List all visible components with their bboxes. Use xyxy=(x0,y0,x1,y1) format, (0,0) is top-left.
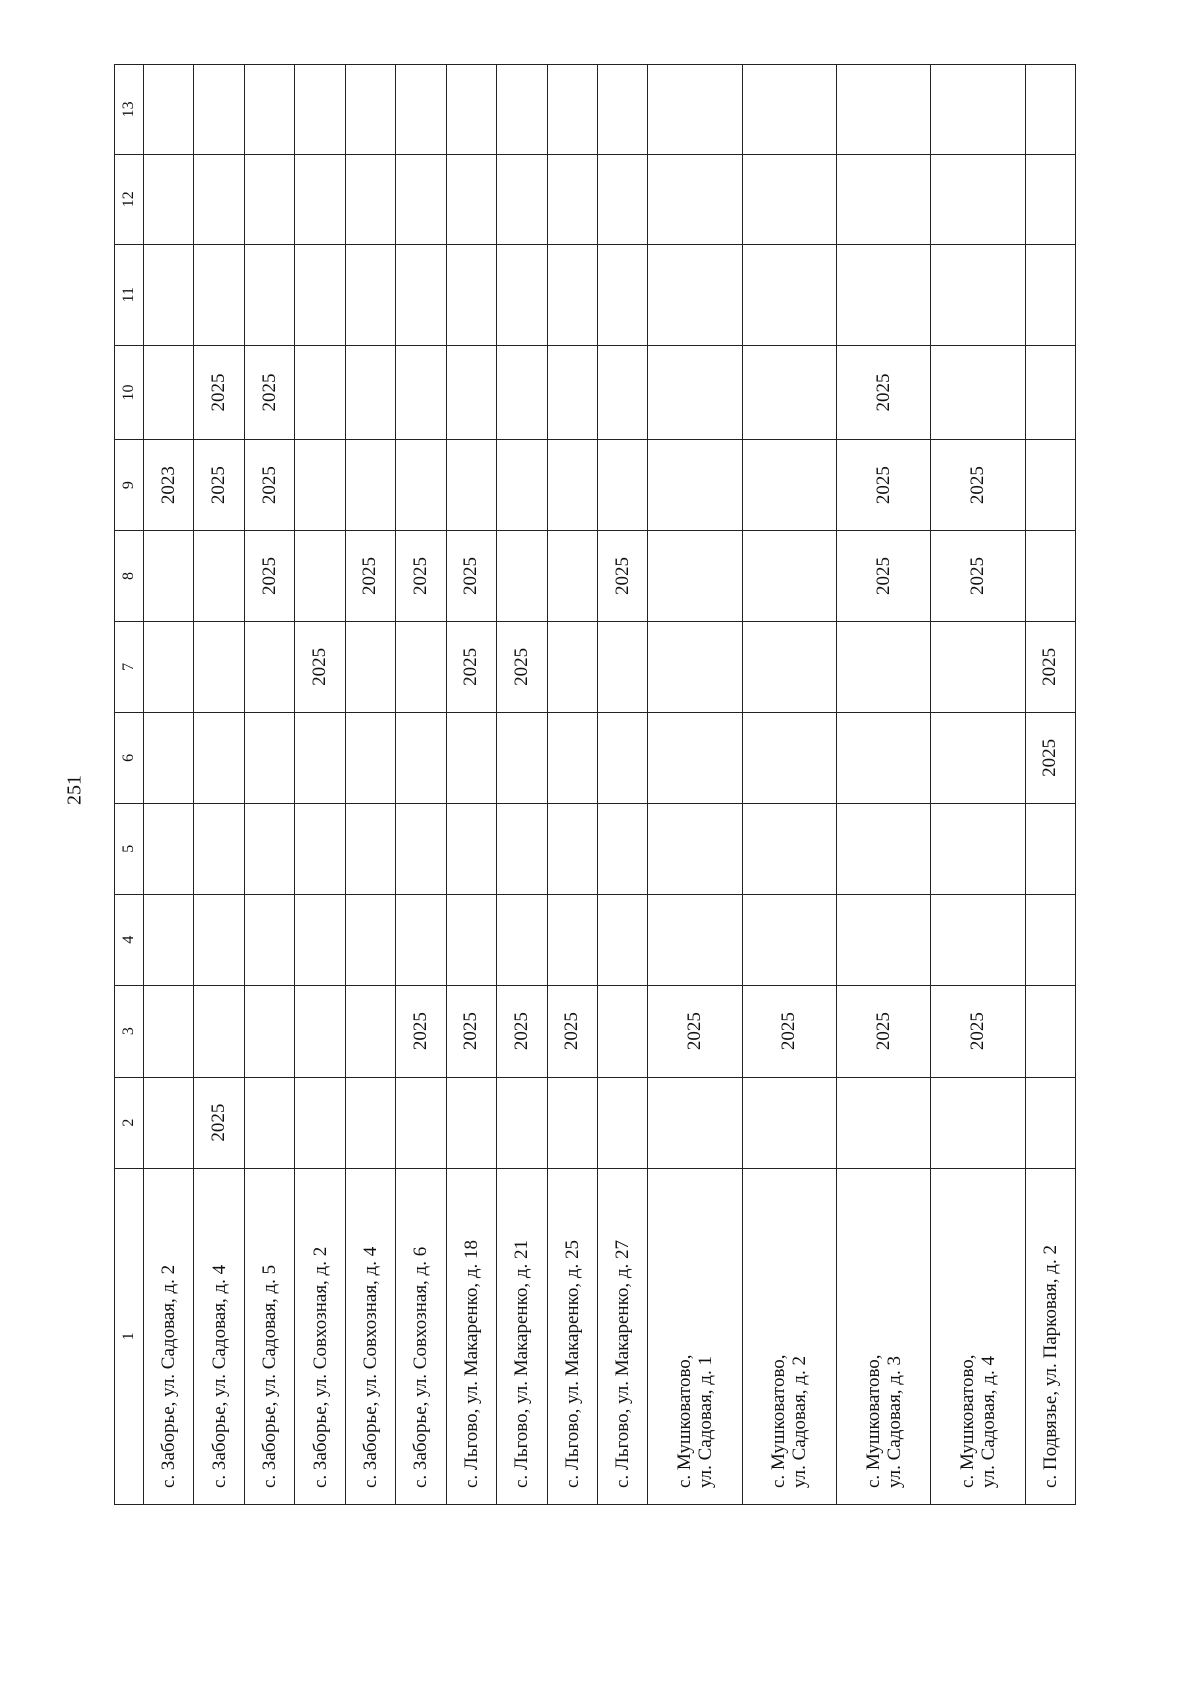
value-cell xyxy=(931,345,1025,439)
value-cell xyxy=(742,531,836,622)
value-cell xyxy=(497,803,547,894)
value-cell xyxy=(295,803,345,894)
value-cell xyxy=(345,1077,395,1168)
value-cell xyxy=(836,244,930,345)
value-cell xyxy=(446,65,496,155)
table-row xyxy=(742,65,836,1505)
value-cell xyxy=(547,531,597,622)
value-cell xyxy=(345,440,395,531)
value-cell xyxy=(836,712,930,803)
value-cell xyxy=(648,803,742,894)
value-cell: 2025 xyxy=(597,531,647,622)
address-line: с. Заборье, ул. Садовая, д. 2 xyxy=(158,1264,180,1488)
value-cell xyxy=(497,65,547,155)
value-cell xyxy=(648,345,742,439)
value-cell: 2025 xyxy=(1025,621,1076,712)
value-cell xyxy=(742,440,836,531)
value-cell: 2025 xyxy=(1025,712,1076,803)
address-cell xyxy=(345,1168,395,1504)
value-cell xyxy=(1025,65,1076,155)
value-cell xyxy=(295,712,345,803)
value-cell xyxy=(547,1077,597,1168)
address-line: ул. Садовая, д. 2 xyxy=(789,1356,811,1488)
value-cell xyxy=(597,712,647,803)
value-cell xyxy=(345,244,395,345)
value-cell xyxy=(446,244,496,345)
value-cell xyxy=(648,154,742,244)
address-cell xyxy=(836,1168,930,1504)
address-line: с. Заборье, ул. Садовая, д. 5 xyxy=(259,1264,281,1488)
address-line: с. Мушковатово, xyxy=(768,1354,790,1488)
address-cell xyxy=(742,1168,836,1504)
column-header: 8 xyxy=(115,531,144,622)
value-cell xyxy=(1025,531,1076,622)
value-cell xyxy=(345,985,395,1077)
value-cell xyxy=(345,345,395,439)
value-cell xyxy=(194,244,244,345)
address-line: с. Мушковатово, xyxy=(956,1354,978,1488)
value-cell: 2025 xyxy=(836,345,930,439)
value-cell xyxy=(597,244,647,345)
address-line: с. Заборье, ул. Совхозная, д. 6 xyxy=(410,1246,432,1488)
value-cell xyxy=(244,803,294,894)
value-cell xyxy=(396,345,446,439)
value-cell xyxy=(547,894,597,985)
value-cell xyxy=(648,440,742,531)
value-cell: 2025 xyxy=(244,531,294,622)
header-row xyxy=(115,65,144,1505)
address-line: с. Заборье, ул. Совхозная, д. 2 xyxy=(309,1246,331,1488)
value-cell xyxy=(244,244,294,345)
value-cell xyxy=(446,1077,496,1168)
address-line: с. Мушковатово, xyxy=(862,1354,884,1488)
value-cell xyxy=(295,154,345,244)
table-row xyxy=(396,65,446,1505)
value-cell: 2025 xyxy=(836,985,930,1077)
address-line: с. Мушковатово, xyxy=(674,1354,696,1488)
value-cell xyxy=(144,803,194,894)
address-cell xyxy=(396,1168,446,1504)
address-line: с. Подвязье, ул. Парковая, д. 2 xyxy=(1039,1245,1061,1488)
address-cell xyxy=(597,1168,647,1504)
value-cell xyxy=(742,65,836,155)
table-body xyxy=(115,65,1076,1505)
value-cell xyxy=(931,621,1025,712)
value-cell xyxy=(547,621,597,712)
value-cell xyxy=(144,985,194,1077)
value-cell xyxy=(931,712,1025,803)
value-cell xyxy=(144,65,194,155)
value-cell xyxy=(194,985,244,1077)
address-line: ул. Садовая, д. 1 xyxy=(695,1356,717,1488)
value-cell xyxy=(345,894,395,985)
value-cell xyxy=(345,154,395,244)
value-cell xyxy=(396,440,446,531)
value-cell xyxy=(396,712,446,803)
value-cell xyxy=(295,345,345,439)
table-row xyxy=(1025,65,1076,1505)
value-cell: 2025 xyxy=(345,531,395,622)
table-row xyxy=(497,65,547,1505)
value-cell xyxy=(1025,1077,1076,1168)
address-line: с. Заборье, ул. Садовая, д. 4 xyxy=(208,1264,230,1488)
column-header: 13 xyxy=(115,65,144,155)
value-cell xyxy=(597,440,647,531)
table-row xyxy=(547,65,597,1505)
value-cell xyxy=(396,621,446,712)
column-header: 5 xyxy=(115,803,144,894)
value-cell xyxy=(194,894,244,985)
table-row xyxy=(446,65,496,1505)
value-cell xyxy=(547,65,597,155)
value-cell xyxy=(345,65,395,155)
value-cell xyxy=(144,621,194,712)
value-cell xyxy=(144,345,194,439)
value-cell: 2025 xyxy=(194,345,244,439)
address-cell xyxy=(295,1168,345,1504)
value-cell xyxy=(295,894,345,985)
value-cell xyxy=(244,985,294,1077)
value-cell xyxy=(144,1077,194,1168)
value-cell: 2023 xyxy=(144,440,194,531)
value-cell xyxy=(547,154,597,244)
address-line: с. Заборье, ул. Совхозная, д. 4 xyxy=(359,1246,381,1488)
address-line: с. Льгово, ул. Макаренко, д. 21 xyxy=(511,1239,533,1488)
value-cell xyxy=(497,1077,547,1168)
column-header: 9 xyxy=(115,440,144,531)
value-cell xyxy=(295,244,345,345)
value-cell xyxy=(931,803,1025,894)
value-cell: 2025 xyxy=(931,985,1025,1077)
table-row xyxy=(345,65,395,1505)
value-cell: 2025 xyxy=(396,531,446,622)
value-cell: 2025 xyxy=(836,440,930,531)
value-cell xyxy=(597,65,647,155)
value-cell xyxy=(446,345,496,439)
column-header: 10 xyxy=(115,345,144,439)
value-cell xyxy=(396,803,446,894)
page-number: 251 xyxy=(63,775,86,805)
column-header: 3 xyxy=(115,985,144,1077)
address-line: ул. Садовая, д. 3 xyxy=(883,1356,905,1488)
value-cell xyxy=(345,803,395,894)
value-cell xyxy=(597,154,647,244)
value-cell xyxy=(194,154,244,244)
value-cell xyxy=(836,621,930,712)
value-cell xyxy=(742,712,836,803)
value-cell xyxy=(144,244,194,345)
value-cell xyxy=(931,65,1025,155)
value-cell xyxy=(295,985,345,1077)
value-cell xyxy=(497,440,547,531)
value-cell xyxy=(836,154,930,244)
value-cell xyxy=(931,244,1025,345)
value-cell xyxy=(194,65,244,155)
value-cell xyxy=(244,154,294,244)
value-cell xyxy=(547,244,597,345)
value-cell: 2025 xyxy=(396,985,446,1077)
value-cell xyxy=(446,894,496,985)
value-cell: 2025 xyxy=(497,621,547,712)
value-cell xyxy=(1025,244,1076,345)
data-table xyxy=(114,64,1076,1505)
value-cell: 2025 xyxy=(244,440,294,531)
value-cell xyxy=(144,894,194,985)
value-cell xyxy=(597,621,647,712)
column-header: 12 xyxy=(115,154,144,244)
value-cell xyxy=(931,894,1025,985)
column-header: 1 xyxy=(115,1168,144,1504)
value-cell xyxy=(597,803,647,894)
table-row xyxy=(648,65,742,1505)
value-cell: 2025 xyxy=(648,985,742,1077)
value-cell xyxy=(295,1077,345,1168)
table-row xyxy=(244,65,294,1505)
address-line: с. Льгово, ул. Макаренко, д. 27 xyxy=(612,1239,634,1488)
value-cell xyxy=(648,65,742,155)
table-row xyxy=(144,65,194,1505)
table-row xyxy=(295,65,345,1505)
value-cell xyxy=(742,244,836,345)
value-cell: 2025 xyxy=(446,531,496,622)
value-cell xyxy=(497,894,547,985)
value-cell xyxy=(931,154,1025,244)
value-cell xyxy=(648,894,742,985)
value-cell xyxy=(497,531,547,622)
value-cell xyxy=(836,1077,930,1168)
address-cell xyxy=(144,1168,194,1504)
column-header: 2 xyxy=(115,1077,144,1168)
address-cell xyxy=(194,1168,244,1504)
value-cell xyxy=(597,1077,647,1168)
value-cell xyxy=(648,244,742,345)
value-cell xyxy=(742,154,836,244)
value-cell xyxy=(547,712,597,803)
value-cell xyxy=(144,712,194,803)
value-cell xyxy=(396,1077,446,1168)
value-cell xyxy=(547,345,597,439)
value-cell xyxy=(244,712,294,803)
address-cell xyxy=(931,1168,1025,1504)
value-cell: 2025 xyxy=(931,440,1025,531)
table-rotated xyxy=(114,64,1076,1505)
value-cell xyxy=(648,621,742,712)
value-cell xyxy=(1025,985,1076,1077)
value-cell xyxy=(446,803,496,894)
value-cell xyxy=(1025,154,1076,244)
value-cell xyxy=(244,621,294,712)
address-cell xyxy=(446,1168,496,1504)
value-cell xyxy=(1025,803,1076,894)
table-row xyxy=(836,65,930,1505)
value-cell xyxy=(597,894,647,985)
value-cell xyxy=(1025,894,1076,985)
value-cell xyxy=(836,803,930,894)
value-cell xyxy=(194,803,244,894)
value-cell: 2025 xyxy=(194,1077,244,1168)
value-cell xyxy=(1025,345,1076,439)
table-row xyxy=(931,65,1025,1505)
value-cell xyxy=(742,345,836,439)
value-cell xyxy=(446,154,496,244)
address-cell xyxy=(547,1168,597,1504)
value-cell: 2025 xyxy=(244,345,294,439)
value-cell xyxy=(648,712,742,803)
value-cell xyxy=(836,65,930,155)
value-cell xyxy=(742,621,836,712)
table-frame xyxy=(114,64,1076,1505)
column-header: 7 xyxy=(115,621,144,712)
value-cell xyxy=(931,1077,1025,1168)
table-row xyxy=(597,65,647,1505)
value-cell: 2025 xyxy=(497,985,547,1077)
address-line: ул. Садовая, д. 4 xyxy=(977,1356,999,1488)
value-cell xyxy=(497,154,547,244)
address-cell xyxy=(648,1168,742,1504)
value-cell xyxy=(648,531,742,622)
value-cell xyxy=(345,712,395,803)
value-cell xyxy=(194,621,244,712)
value-cell xyxy=(295,531,345,622)
address-cell xyxy=(1025,1168,1076,1504)
column-header: 6 xyxy=(115,712,144,803)
value-cell xyxy=(497,712,547,803)
column-header: 4 xyxy=(115,894,144,985)
value-cell: 2025 xyxy=(836,531,930,622)
value-cell xyxy=(194,531,244,622)
address-line: с. Льгово, ул. Макаренко, д. 25 xyxy=(561,1239,583,1488)
value-cell xyxy=(648,1077,742,1168)
value-cell xyxy=(144,531,194,622)
value-cell xyxy=(396,65,446,155)
value-cell xyxy=(1025,440,1076,531)
value-cell: 2025 xyxy=(295,621,345,712)
value-cell xyxy=(295,440,345,531)
value-cell: 2025 xyxy=(446,985,496,1077)
value-cell: 2025 xyxy=(547,985,597,1077)
value-cell xyxy=(836,894,930,985)
address-cell xyxy=(497,1168,547,1504)
value-cell: 2025 xyxy=(194,440,244,531)
value-cell xyxy=(742,894,836,985)
value-cell xyxy=(345,621,395,712)
value-cell xyxy=(497,244,547,345)
value-cell: 2025 xyxy=(742,985,836,1077)
column-header: 11 xyxy=(115,244,144,345)
value-cell xyxy=(194,712,244,803)
value-cell xyxy=(547,803,597,894)
value-cell xyxy=(446,712,496,803)
value-cell xyxy=(547,440,597,531)
value-cell xyxy=(396,154,446,244)
value-cell xyxy=(244,65,294,155)
value-cell xyxy=(742,1077,836,1168)
value-cell xyxy=(295,65,345,155)
address-cell xyxy=(244,1168,294,1504)
value-cell xyxy=(597,345,647,439)
value-cell xyxy=(244,894,294,985)
value-cell xyxy=(446,440,496,531)
value-cell xyxy=(396,244,446,345)
value-cell xyxy=(497,345,547,439)
value-cell xyxy=(244,1077,294,1168)
table-row xyxy=(194,65,244,1505)
value-cell: 2025 xyxy=(446,621,496,712)
value-cell xyxy=(396,894,446,985)
value-cell xyxy=(597,985,647,1077)
address-line: с. Льгово, ул. Макаренко, д. 18 xyxy=(460,1239,482,1488)
value-cell: 2025 xyxy=(931,531,1025,622)
value-cell xyxy=(742,803,836,894)
value-cell xyxy=(144,154,194,244)
